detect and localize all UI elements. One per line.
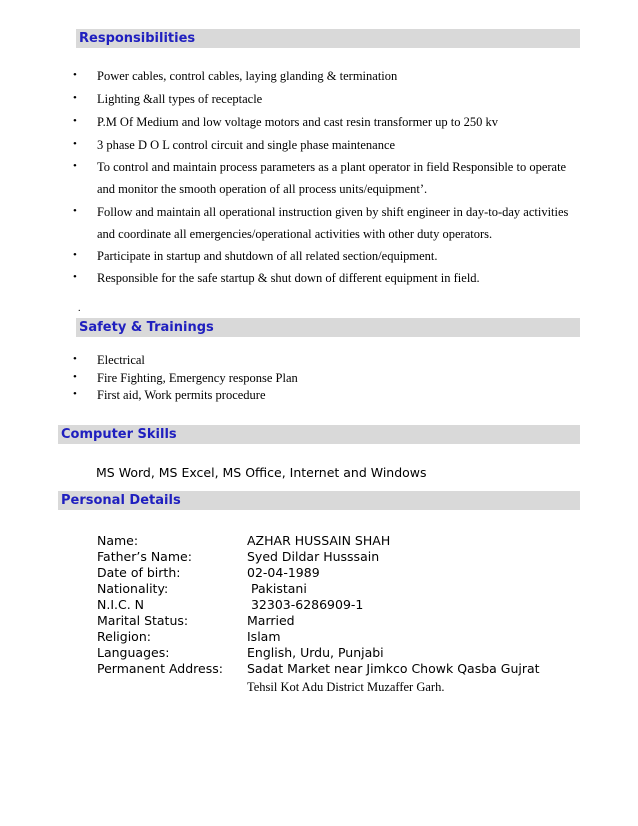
detail-row-dob xyxy=(97,565,320,580)
list-item: • P.M Of Medium and low voltage motors and cast resin transformer up to 250 kv xyxy=(73,115,498,129)
detail-label: Father’s Name: xyxy=(97,549,192,564)
detail-label: Languages: xyxy=(97,645,170,660)
computer-skills-text: MS Word, MS Excel, MS Office, Internet and Windows xyxy=(96,465,427,480)
bullet-icon: • xyxy=(73,69,77,81)
bullet-icon: • xyxy=(73,92,77,104)
list-item: • 3 phase D O L control circuit and single phase maintenance xyxy=(73,138,396,152)
section-header-computer-skills: Computer Skills xyxy=(58,425,580,444)
detail-row-languages xyxy=(97,645,384,660)
detail-value: Sadat Market near Jimkco Chowk Qasba Gujrat xyxy=(247,661,540,676)
bullet-icon: • xyxy=(73,205,77,217)
detail-value: Islam xyxy=(247,629,281,644)
bullet-icon: • xyxy=(73,371,77,383)
detail-row-marital xyxy=(97,613,295,628)
bullet-icon: • xyxy=(73,271,77,283)
detail-label: Date of birth: xyxy=(97,565,181,580)
list-item: • First aid, Work permits procedure xyxy=(73,388,266,402)
bullet-icon: • xyxy=(73,388,77,400)
detail-value: Married xyxy=(247,613,295,628)
detail-row-nationality xyxy=(97,581,307,596)
list-item: • Fire Fighting, Emergency response Plan xyxy=(73,371,298,385)
detail-label: Marital Status: xyxy=(97,613,189,628)
detail-row-father xyxy=(97,549,379,564)
bullet-icon: • xyxy=(73,249,77,261)
list-item: • Participate in startup and shutdown of all related section/equipment. xyxy=(73,249,438,263)
bullet-icon: • xyxy=(73,138,77,150)
separator-dot: . xyxy=(78,303,81,314)
list-item: • To control and maintain process parameters as a plant operator in field Responsible to operate xyxy=(73,160,567,174)
detail-value: 02-04-1989 xyxy=(247,565,320,580)
list-item-continuation: and monitor the smooth operation of all process units/equipment’. xyxy=(97,182,428,196)
detail-label: Permanent Address: xyxy=(97,661,223,676)
detail-row-religion xyxy=(97,629,281,644)
detail-value: 32303-6286909-1 xyxy=(247,597,364,612)
detail-label: Religion: xyxy=(97,629,151,644)
detail-label: N.I.C. N xyxy=(97,597,145,612)
detail-row-name xyxy=(97,533,390,548)
section-header-responsibilities: Responsibilities xyxy=(76,29,580,48)
detail-row-address xyxy=(97,661,540,676)
list-item: • Lighting &all types of receptacle xyxy=(73,92,263,106)
detail-value: Syed Dildar Husssain xyxy=(247,549,380,564)
detail-value: English, Urdu, Punjabi xyxy=(247,645,384,660)
section-header-safety: Safety & Trainings xyxy=(76,318,580,337)
detail-value: AZHAR HUSSAIN SHAH xyxy=(247,533,391,548)
list-item: • Power cables, control cables, laying glanding & termination xyxy=(73,69,398,83)
bullet-icon: • xyxy=(73,160,77,172)
detail-value: Pakistani xyxy=(247,581,307,596)
section-header-personal-details: Personal Details xyxy=(58,491,580,510)
detail-label: Name: xyxy=(97,533,139,548)
list-item: • Follow and maintain all operational instruction given by shift engineer in day-to-day activities xyxy=(73,205,569,219)
bullet-icon: • xyxy=(73,115,77,127)
list-item: • Electrical xyxy=(73,353,145,367)
detail-row-nic xyxy=(97,597,363,612)
list-item: • Responsible for the safe startup & shut down of different equipment in field. xyxy=(73,271,480,285)
detail-label: Nationality: xyxy=(97,581,169,596)
address-line-2: Tehsil Kot Adu District Muzaffer Garh. xyxy=(247,680,445,694)
bullet-icon: • xyxy=(73,353,77,365)
list-item-continuation: and coordinate all emergencies/operational activities with other duty operators. xyxy=(97,227,493,241)
